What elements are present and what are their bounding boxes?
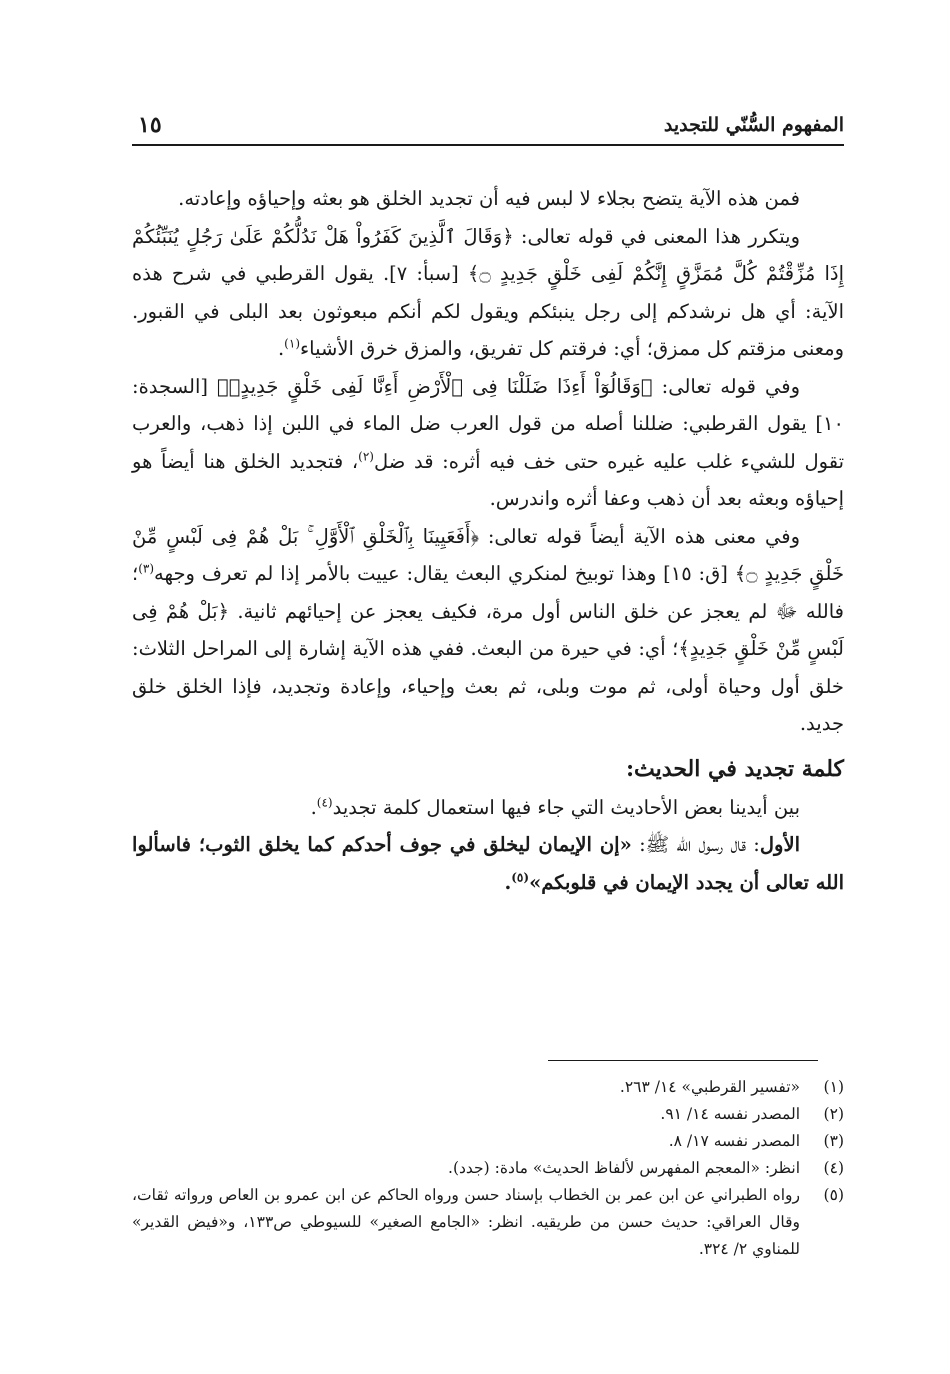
footnotes: [132, 1074, 844, 1263]
footnote: [132, 1074, 844, 1101]
paragraph-4: [132, 518, 844, 743]
paragraph-4-text-a: [ق: ١٥] وهذا توبيخ لمنكري البعث يقال: عييت بالأمر إذا لم تعرف وجهه: [154, 562, 735, 585]
paragraph-2: [132, 218, 844, 368]
hadith-quote: «إن الإيمان ليخلق في جوف أحدكم كما يخلق الثوب؛ فاسألوا الله تعالى أن يجدد الإيمان في قلوبكم»: [132, 833, 844, 894]
footnote-ref-2[interactable]: (٢): [358, 449, 374, 463]
paragraph-2-intro: ويتكرر هذا المعنى في قوله تعالى:: [513, 224, 800, 248]
paragraph-4-text-c: ؛ أي: في حيرة من البعث. ففي هذه الآية إشارة إلى المراحل الثلاث: خلق أول وحياة أولى، ثم موت وبلى، ثم بعث وإحياء، وإعادة وتجديد، فإذا الخلق خلق جديد.: [132, 637, 844, 735]
section-heading: كلمة تجديد في الحديث:: [625, 755, 844, 782]
first-hadith-label: الأول: [759, 833, 800, 856]
footnote: [132, 1182, 844, 1263]
footnote-ref-5[interactable]: (٥): [511, 870, 530, 884]
quran-verse-sajda: ﴿وَقَالُوٓاْ أَءِذَا ضَلَلْنَا فِى ٱلْأَرْضِ أَءِنَّا لَفِى خَلْقٍ جَدِيدٍۭ﴾: [217, 374, 653, 398]
quran-verse-qaf-repeat: ﴿بَلْ هُمْ فِى لَبْسٍ مِّنْ خَلْقٍ جَدِيدٍ﴾: [132, 599, 844, 660]
paragraph-6: [132, 826, 844, 901]
paragraph-2-text: [سبأ: ٧]. يقول القرطبي في شرح هذه الآية: أي هل نرشدكم إلى رجل ينبئكم ويقول لكم أنكم مبعوثون بعد البلى في القبور. ومعنى مزقتم كل ممزق؛ أي: فرقتم كل تفريق، والمزق خرق الأشياء: [132, 262, 844, 360]
paragraph-4-text-b: ؛ فالله ﷻ لم يعجز عن خلق الناس أول مرة، فكيف يعجز عن إحيائهم ثانية.: [132, 562, 845, 623]
main-text: [132, 180, 844, 901]
footnote: [132, 1155, 844, 1182]
footnote-divider: [548, 1060, 818, 1061]
footnote-ref-1[interactable]: (١): [284, 336, 300, 351]
footnote-text: رواه الطبراني عن ابن عمر بن الخطاب بإسناد حسن ورواه الحاكم عن ابن عمرو بن العاص ورواته ثقات، وقال العراقي: حديث حسن من طريقيه. انظر: «الجامع الصغير» للسيوطي ص١٣٣، و«فيض القدير» للمناوي ٢/ ٣٢٤.: [132, 1186, 800, 1258]
footnote-number: (٢): [823, 1105, 844, 1123]
footnote-ref-4[interactable]: (٤): [316, 795, 333, 809]
paragraph-1-text: فمن هذه الآية يتضح بجلاء لا لبس فيه أن تجديد الخلق هو بعثه وإحياؤه وإعادته.: [178, 187, 800, 210]
paragraph-3-text-b: ، فتجديد الخلق هنا أيضاً هو إحياؤه وبعثه بعد أن ذهب وعفا أثره واندرس.: [132, 449, 844, 510]
footnote-ref-3[interactable]: (٣): [138, 561, 155, 576]
paragraph-2-end: .: [277, 337, 285, 360]
quran-verse-qaf: ﴿أَفَعَيِينَا بِٱلْخَلْقِ ٱلْأَوَّلِ ۚ بَلْ هُمْ فِى لَبْسٍ مِّنْ خَلْقٍ جَدِيدٍ ۝﴾: [132, 524, 844, 585]
footnote: [132, 1128, 844, 1155]
paragraph-6-end: .: [504, 870, 512, 894]
footnote-number: (٣): [823, 1132, 844, 1150]
footnote-text: المصدر نفسه ١٤/ ٩١.: [660, 1105, 800, 1123]
running-title: المفهوم السُّنّي للتجديد: [663, 114, 844, 136]
paragraph-3-text-a: [السجدة: ١٠] يقول القرطبي: ضللنا أصله من قول العرب ضل الماء في اللبن إذا ذهب، والعرب تقول للشيء غلب عليه غيره حتى خف فيه أثره: قد ضل: [132, 374, 845, 473]
paragraph-3: [132, 368, 844, 518]
footnote-text: «تفسير القرطبي» ١٤/ ٢٦٣.: [619, 1078, 800, 1096]
quran-verse-saba: ﴿وَقَالَ ٱلَّذِينَ كَفَرُواْ هَلْ نَدُلُّكُمْ عَلَىٰ رَجُلٍ يُنَبِّئُكُمْ إِذَا مُزِّقْتُمْ كُلَّ مُمَزَّقٍ إِنَّكُمْ لَفِى خَلْقٍ جَدِيدٍ ۝﴾: [132, 224, 845, 285]
paragraph-1: [132, 180, 844, 218]
paragraph-4-intro: وفي معنى هذه الآية أيضاً قوله تعالى:: [479, 524, 800, 548]
footnote: [132, 1101, 844, 1128]
footnote-number: (٥): [823, 1186, 844, 1204]
paragraph-5-end: .: [310, 795, 317, 819]
page-header: [132, 112, 844, 146]
footnote-number: (١): [823, 1078, 844, 1096]
paragraph-5-text: بين أيدينا بعض الأحاديث التي جاء فيها استعمال كلمة تجديد: [332, 795, 800, 819]
footnote-text: المصدر نفسه ١٧/ ٨.: [668, 1132, 800, 1150]
paragraph-6-intro: : قال رسول الله ﷺ:: [631, 833, 760, 856]
paragraph-3-intro: وفي قوله تعالى:: [652, 374, 801, 398]
footnote-number: (٤): [823, 1159, 844, 1177]
page-number: ١٥: [138, 112, 162, 138]
footnote-text: انظر: «المعجم المفهرس لألفاظ الحديث» مادة: (جدد).: [448, 1159, 800, 1177]
paragraph-5: [132, 789, 844, 827]
